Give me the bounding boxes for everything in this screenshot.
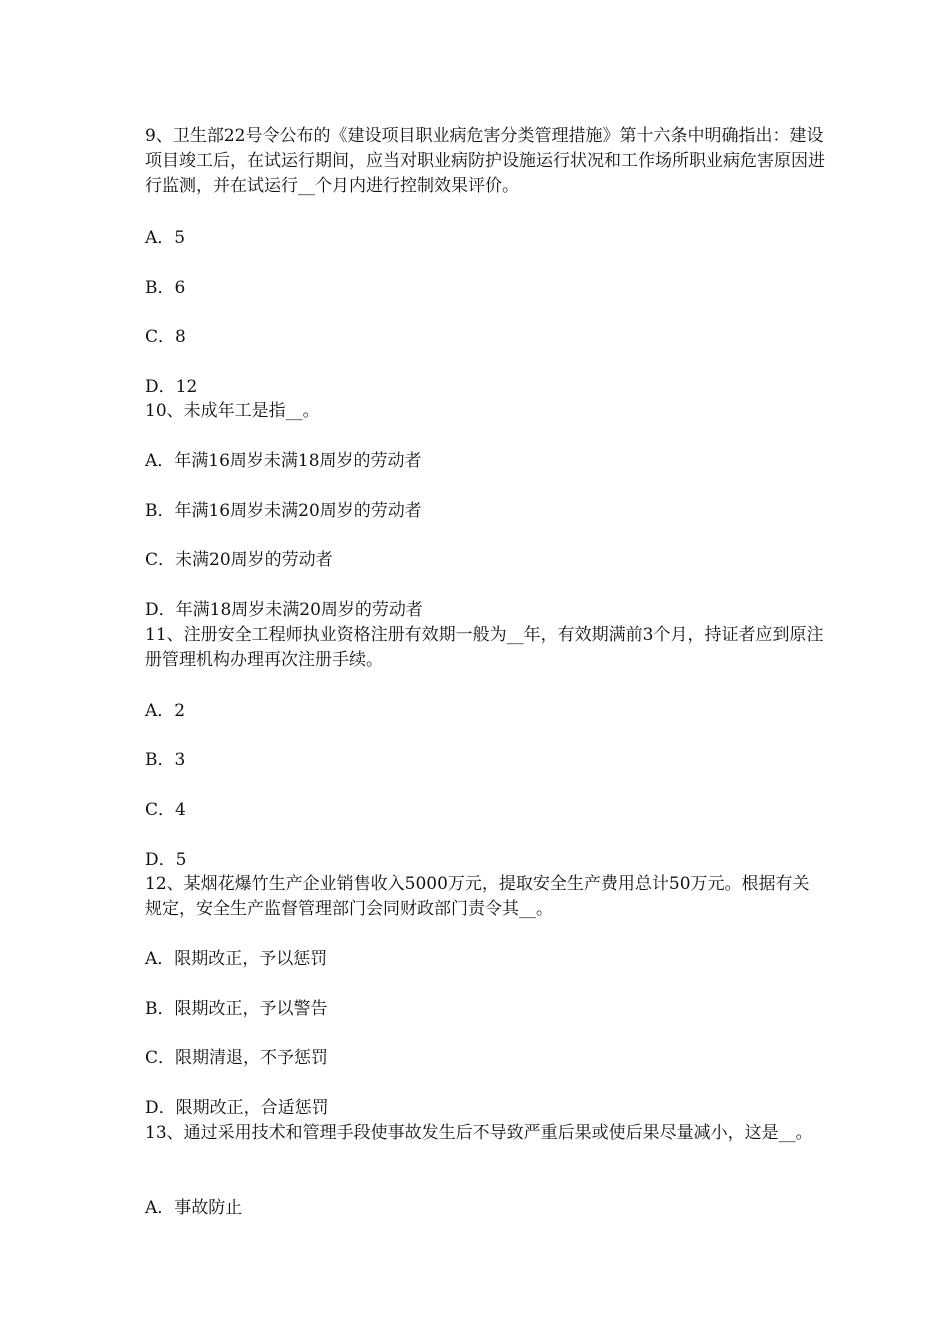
question-12-option-a: A．限期改正，予以惩罚 (145, 949, 328, 969)
question-12-text: 12、某烟花爆竹生产企业销售收入5000万元，提取安全生产费用总计50万元。根据有关规定，安全生产监督管理部门会同财政部门责令其__。 (145, 874, 810, 919)
question-13-text: 13、通过采用技术和管理手段使事故发生后不导致严重后果或使后果尽量减小，这是__。 (145, 1123, 813, 1143)
question-10-option-d: D．年满18周岁未满20周岁的劳动者 (145, 600, 423, 620)
question-9-option-a: A．5 (145, 228, 186, 248)
question-10-option-b: B．年满16周岁未满20周岁的劳动者 (145, 501, 422, 521)
question-10-text: 10、未成年工是指__。 (145, 401, 320, 421)
question-12-option-d: D．限期改正，合适惩罚 (145, 1098, 329, 1118)
question-13-option-a: A．事故防止 (145, 1198, 243, 1218)
question-11-option-b: B．3 (145, 750, 186, 770)
question-11-text: 11、注册安全工程师执业资格注册有效期一般为__年，有效期满前3个月，持证者应到原注册管理机构办理再次注册手续。 (145, 625, 824, 670)
question-12-option-c: C．限期清退，不予惩罚 (145, 1048, 329, 1068)
question-12-option-b: B．限期改正，予以警告 (145, 999, 328, 1019)
question-11-option-d: D．5 (145, 850, 187, 870)
question-10-option-a: A．年满16周岁未满18周岁的劳动者 (145, 451, 422, 471)
question-11-option-a: A．2 (145, 701, 186, 721)
question-11-option-c: C．4 (145, 800, 186, 820)
question-10-option-c: C．未满20周岁的劳动者 (145, 550, 333, 570)
question-9-text: 9、卫生部22号令公布的《建设项目职业病危害分类管理措施》第十六条中明确指出：建设项目竣工后，在试运行期间，应当对职业病防护设施运行状况和工作场所职业病危害原因进行监测，并在试运行__个月内进行控制效果评价。 (145, 126, 825, 196)
question-9-option-b: B．6 (145, 278, 186, 298)
question-9-option-c: C．8 (145, 327, 186, 347)
question-9-option-d: D．12 (145, 377, 198, 397)
